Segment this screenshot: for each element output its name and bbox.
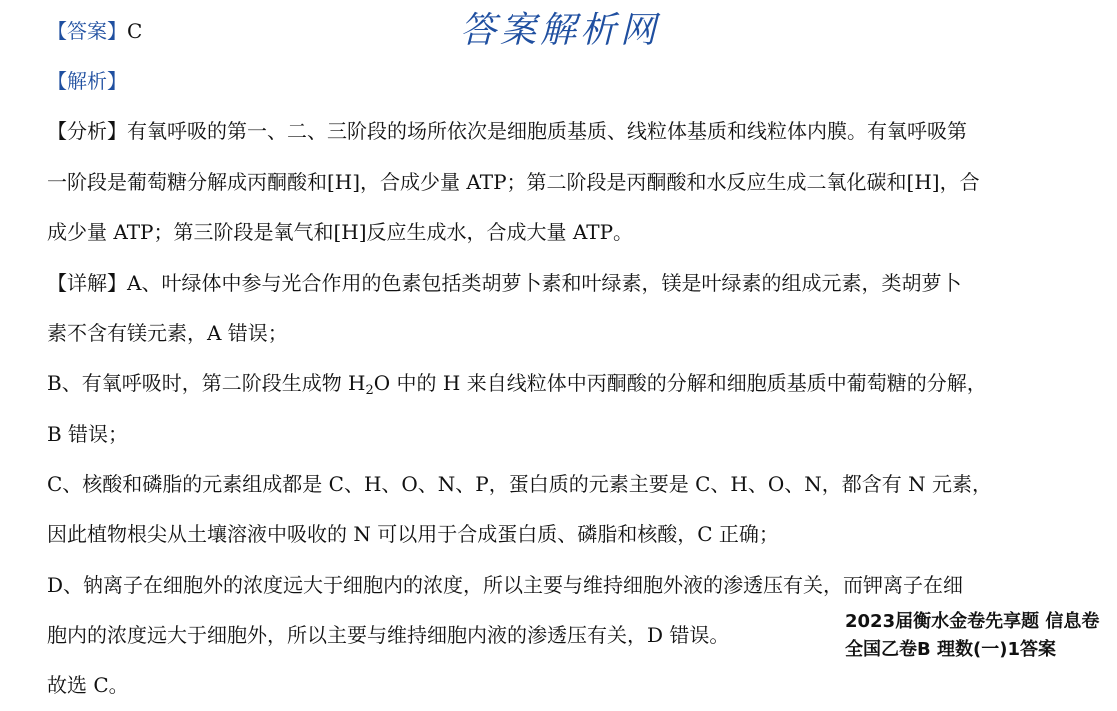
answer-value: C	[127, 19, 143, 43]
text-line-10: D、钠离子在细胞外的浓度远大于细胞内的浓度，所以主要与维持细胞外液的渗透压有关，而钾离子在细	[47, 573, 964, 597]
analysis-label: 【解析】	[47, 69, 127, 93]
text-line-1: 【分析】有氧呼吸的第一、二、三阶段的场所依次是细胞质基质、线粒体基质和线粒体内膜。有氧呼吸第	[47, 119, 967, 143]
answer-label: 【答案】	[47, 19, 127, 43]
subscript-2: 2	[365, 383, 374, 398]
text-line-6	[47, 369, 987, 405]
text-line-7: B 错误；	[47, 422, 129, 446]
caption-overlay: 2023届衡水金卷先享题 信息卷 全国乙卷B 理数(一)1答案	[845, 611, 1100, 660]
site-title: 答案解析网	[460, 10, 661, 51]
text-line-3: 成少量 ATP；第三阶段是氧气和[H]反应生成水，合成大量 ATP。	[47, 220, 634, 244]
text-line-12: 故选 C。	[47, 673, 129, 697]
text-line-9: 因此植物根尖从土壤溶液中吸收的 N 可以用于合成蛋白质、磷脂和核酸，C 正确；	[47, 522, 779, 546]
text-line-11: 胞内的浓度远大于细胞外，所以主要与维持细胞内液的渗透压有关，D 错误。	[47, 623, 730, 647]
text-line-6-part-a: B、有氧呼吸时，第二阶段生成物 H	[47, 371, 366, 395]
answer-line	[47, 17, 142, 45]
text-line-5: 素不含有镁元素，A 错误；	[47, 321, 288, 345]
text-line-2: 一阶段是葡萄糖分解成丙酮酸和[H]，合成少量 ATP；第二阶段是丙酮酸和水反应生成二氧化碳和[H]，合	[47, 170, 980, 194]
text-line-6-part-b: O 中的 H 来自线粒体中丙酮酸的分解和细胞质基质中葡萄糖的分解，	[373, 371, 987, 395]
text-line-4: 【详解】A、叶绿体中参与光合作用的色素包括类胡萝卜素和叶绿素，镁是叶绿素的组成元素，类胡萝卜	[47, 271, 962, 295]
text-line-8: C、核酸和磷脂的元素组成都是 C、H、O、N、P，蛋白质的元素主要是 C、H、O、N，都含有 N 元素，	[47, 472, 992, 496]
